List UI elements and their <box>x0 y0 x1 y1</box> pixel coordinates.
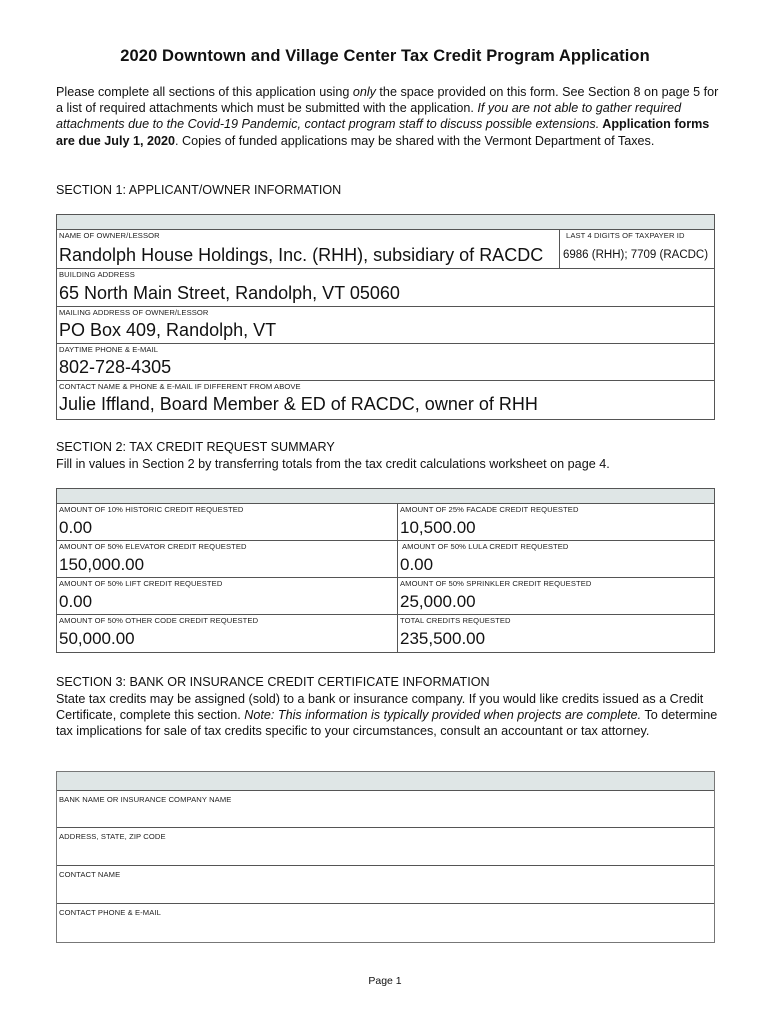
sprinkler-label: AMOUNT OF 50% SPRINKLER CREDIT REQUESTED <box>400 579 592 588</box>
address-row[interactable] <box>57 828 714 866</box>
owner-label: NAME OF OWNER/LESSOR <box>59 231 160 240</box>
taxid-value: 6986 (RHH); 7709 (RACDC) <box>563 249 709 261</box>
other-field[interactable] <box>57 615 397 652</box>
building-value: 65 North Main Street, Randolph, VT 05060 <box>59 283 400 303</box>
total-field[interactable] <box>397 615 714 652</box>
section3-text-2: To determine tax implications for sale of tax credits specific to your circumstances, consult an accountant or tax attorney. <box>56 708 718 739</box>
lift-value: 0.00 <box>59 592 93 611</box>
elevator-label: AMOUNT OF 50% ELEVATOR CREDIT REQUESTED <box>59 542 247 551</box>
phone-label: DAYTIME PHONE & E-MAIL <box>59 345 159 354</box>
credit-row-2 <box>57 541 714 578</box>
elevator-field[interactable] <box>57 541 397 577</box>
owner-field[interactable] <box>57 230 559 268</box>
section1-heading: SECTION 1: APPLICANT/OWNER INFORMATION <box>56 183 342 197</box>
contact-name-label: CONTACT NAME <box>59 870 121 879</box>
contact-label: CONTACT NAME & PHONE & E-MAIL IF DIFFERENT FROM ABOVE <box>59 382 301 391</box>
bank-row[interactable] <box>57 791 714 828</box>
sprinkler-value: 25,000.00 <box>400 592 476 611</box>
facade-field[interactable] <box>397 504 714 540</box>
intro-text-1: Please complete all sections of this application using <box>56 85 353 99</box>
section2-subheading: Fill in values in Section 2 by transferring totals from the tax credit calculations worksheet on page 4. <box>56 457 610 471</box>
intro-italic-only: only <box>352 85 376 99</box>
intro-paragraph <box>56 84 722 149</box>
credit-row-3 <box>57 578 714 615</box>
section2-header-band <box>57 489 714 504</box>
building-row[interactable] <box>57 269 714 307</box>
historic-value: 0.00 <box>59 518 93 537</box>
section2-form <box>56 488 715 653</box>
contact-value: Julie Iffland, Board Member & ED of RACDC, owner of RHH <box>59 394 538 414</box>
section3-heading: SECTION 3: BANK OR INSURANCE CREDIT CERTIFICATE INFORMATION <box>56 675 490 689</box>
section3-paragraph <box>56 691 722 740</box>
historic-label: AMOUNT OF 10% HISTORIC CREDIT REQUESTED <box>59 505 244 514</box>
address-label: ADDRESS, STATE, ZIP CODE <box>59 832 166 841</box>
facade-value: 10,500.00 <box>400 518 476 537</box>
intro-due-date: Application forms are due July 1, 2020 <box>56 117 710 148</box>
building-label: BUILDING ADDRESS <box>59 270 135 279</box>
intro-italic-covid: If you are not able to gather required attachments due to the Covid-19 Pandemic, contact program staff to discuss possible extensions. <box>56 101 682 132</box>
contact-name-row[interactable] <box>57 866 714 904</box>
lula-field[interactable] <box>397 541 714 577</box>
credit-row-1 <box>57 504 714 541</box>
intro-text-4: . Copies of funded applications may be shared with the Vermont Department of Taxes. <box>175 133 655 148</box>
total-value: 235,500.00 <box>400 629 486 648</box>
lula-value: 0.00 <box>400 555 434 574</box>
phone-value: 802-728-4305 <box>59 357 172 377</box>
total-label: TOTAL CREDITS REQUESTED <box>400 616 511 625</box>
other-label: AMOUNT OF 50% OTHER CODE CREDIT REQUESTED <box>59 616 259 625</box>
section2-heading: SECTION 2: TAX CREDIT REQUEST SUMMARY <box>56 440 335 454</box>
section1-header-band <box>57 215 714 230</box>
contact-row[interactable] <box>57 381 714 419</box>
elevator-value: 150,000.00 <box>59 555 145 574</box>
page-number: Page 1 <box>368 975 402 987</box>
mailing-value: PO Box 409, Randolph, VT <box>59 320 277 340</box>
section1-form <box>56 214 715 420</box>
taxid-label: LAST 4 DIGITS OF TAXPAYER ID <box>566 231 685 240</box>
section3-header-band <box>57 772 714 791</box>
mailing-row[interactable] <box>57 307 714 344</box>
lift-label: AMOUNT OF 50% LIFT CREDIT REQUESTED <box>59 579 223 588</box>
taxid-field[interactable] <box>559 230 714 268</box>
credit-row-4 <box>57 615 714 652</box>
contact-phone-label: CONTACT PHONE & E-MAIL <box>59 908 161 917</box>
owner-value: Randolph House Holdings, Inc. (RHH), subsidiary of RACDC <box>59 245 544 265</box>
facade-label: AMOUNT OF 25% FACADE CREDIT REQUESTED <box>400 505 579 514</box>
phone-row[interactable] <box>57 344 714 381</box>
owner-row <box>57 230 714 269</box>
page-title: 2020 Downtown and Village Center Tax Credit Program Application <box>120 47 650 65</box>
contact-phone-row[interactable] <box>57 904 714 942</box>
other-value: 50,000.00 <box>59 629 135 648</box>
section3-note: Note: This information is typically provided when projects are complete. <box>244 708 642 723</box>
mailing-label: MAILING ADDRESS OF OWNER/LESSOR <box>59 308 209 317</box>
lift-field[interactable] <box>57 578 397 614</box>
lula-label: AMOUNT OF 50% LULA CREDIT REQUESTED <box>402 542 569 551</box>
section3-text-1: State tax credits may be assigned (sold) to a bank or insurance company. If you would like credits issued as a Credit Certificate, complete this section. <box>56 692 704 723</box>
sprinkler-field[interactable] <box>397 578 714 614</box>
intro-text-2: the space provided on this form. See Section 8 on page 5 for a list of required attachments which must be submitted with the application. <box>56 85 719 116</box>
historic-field[interactable] <box>57 504 397 540</box>
section3-form <box>56 771 715 943</box>
bank-label: BANK NAME OR INSURANCE COMPANY NAME <box>59 795 232 804</box>
